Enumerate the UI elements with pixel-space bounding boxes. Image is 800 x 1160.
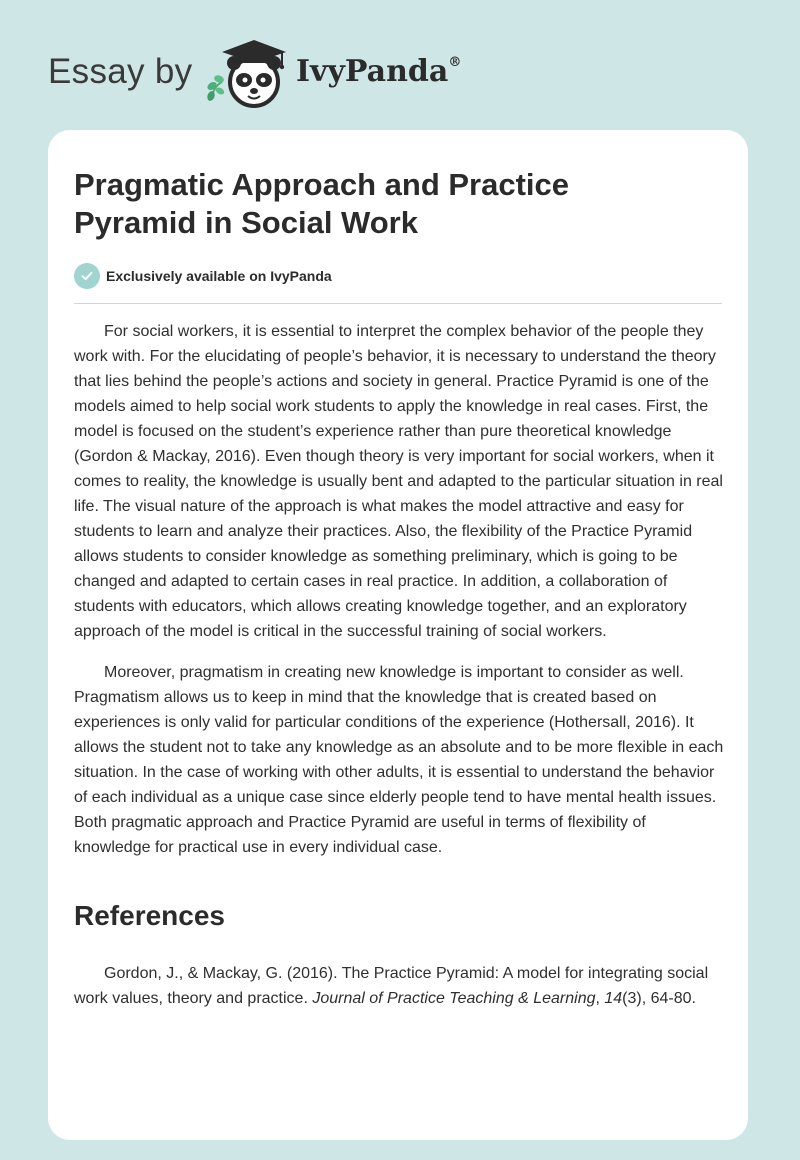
brand-name-text: IvyPanda (296, 54, 449, 89)
registered-mark: ® (448, 55, 462, 70)
exclusive-badge (74, 263, 332, 289)
essay-card (48, 130, 748, 1140)
brand-name[interactable] (296, 54, 461, 89)
reference-journal: Journal of Practice Teaching & Learning (312, 990, 596, 1007)
reference-pages: (3), 64-80. (622, 990, 696, 1007)
site-header (48, 30, 752, 110)
body-paragraph: Moreover, pragmatism in creating new knowledge is important to consider as well. Pragmatism allows us to keep in mind that the knowledge that is created based on experiences is only valid for particular conditions of the experience (Hothersall, 2016). It allows the student not to take any knowledge as an absolute and to be more flexible in each situation. In the case of working with other adults, it is essential to understand the behavior of each individual as a unique case since elderly people tend to have mental health issues. Both pragmatic approach and Practice Pyramid are useful in terms of flexibility of knowledge for practical use in every individual case. (74, 664, 724, 856)
essay-body (74, 319, 724, 876)
essay-by-label: Essay by (48, 52, 193, 91)
panda-logo-icon[interactable] (204, 36, 294, 110)
essay-title: Pragmatic Approach and Practice Pyramid in Social Work (74, 167, 570, 240)
reference-citation: Gordon, J., & Mackay, G. (2016). The Practice Pyramid: A model for integrating social work values, theory and practice. (74, 965, 709, 1007)
reference-entry (74, 961, 724, 1011)
body-paragraph: For social workers, it is essential to interpret the complex behavior of the people they work with. For the elucidating of people’s behavior, it is necessary to understand the theory that lies behind the people’s actions and society in general. Practice Pyramid is one of the models aimed to help social work students to apply the knowledge in real cases. First, the model is focused on the student’s experience rather than pure theoretical knowledge (Gordon & Mackay, 2016). Even though theory is very important for social workers, when it comes to reality, the knowledge is usually bent and adapted to the particular situation in real life. The visual nature of the approach is what makes the model attractive and easy for students to learn and analyze their practices. Also, the flexibility of the Practice Pyramid allows students to consider knowledge as something preliminary, which is going to be changed and adapted to certain cases in real practice. In addition, a collaboration of students with educators, which allows creating knowledge together, and an exploratory approach of the model is critical in the successful training of social workers. (74, 323, 723, 640)
references-heading: References (74, 900, 225, 931)
exclusive-label: Exclusively available on IvyPanda (106, 268, 332, 284)
reference-separator: , (595, 990, 605, 1007)
checkmark-icon (74, 263, 100, 289)
reference-volume: 14 (604, 990, 623, 1007)
divider (74, 303, 722, 304)
